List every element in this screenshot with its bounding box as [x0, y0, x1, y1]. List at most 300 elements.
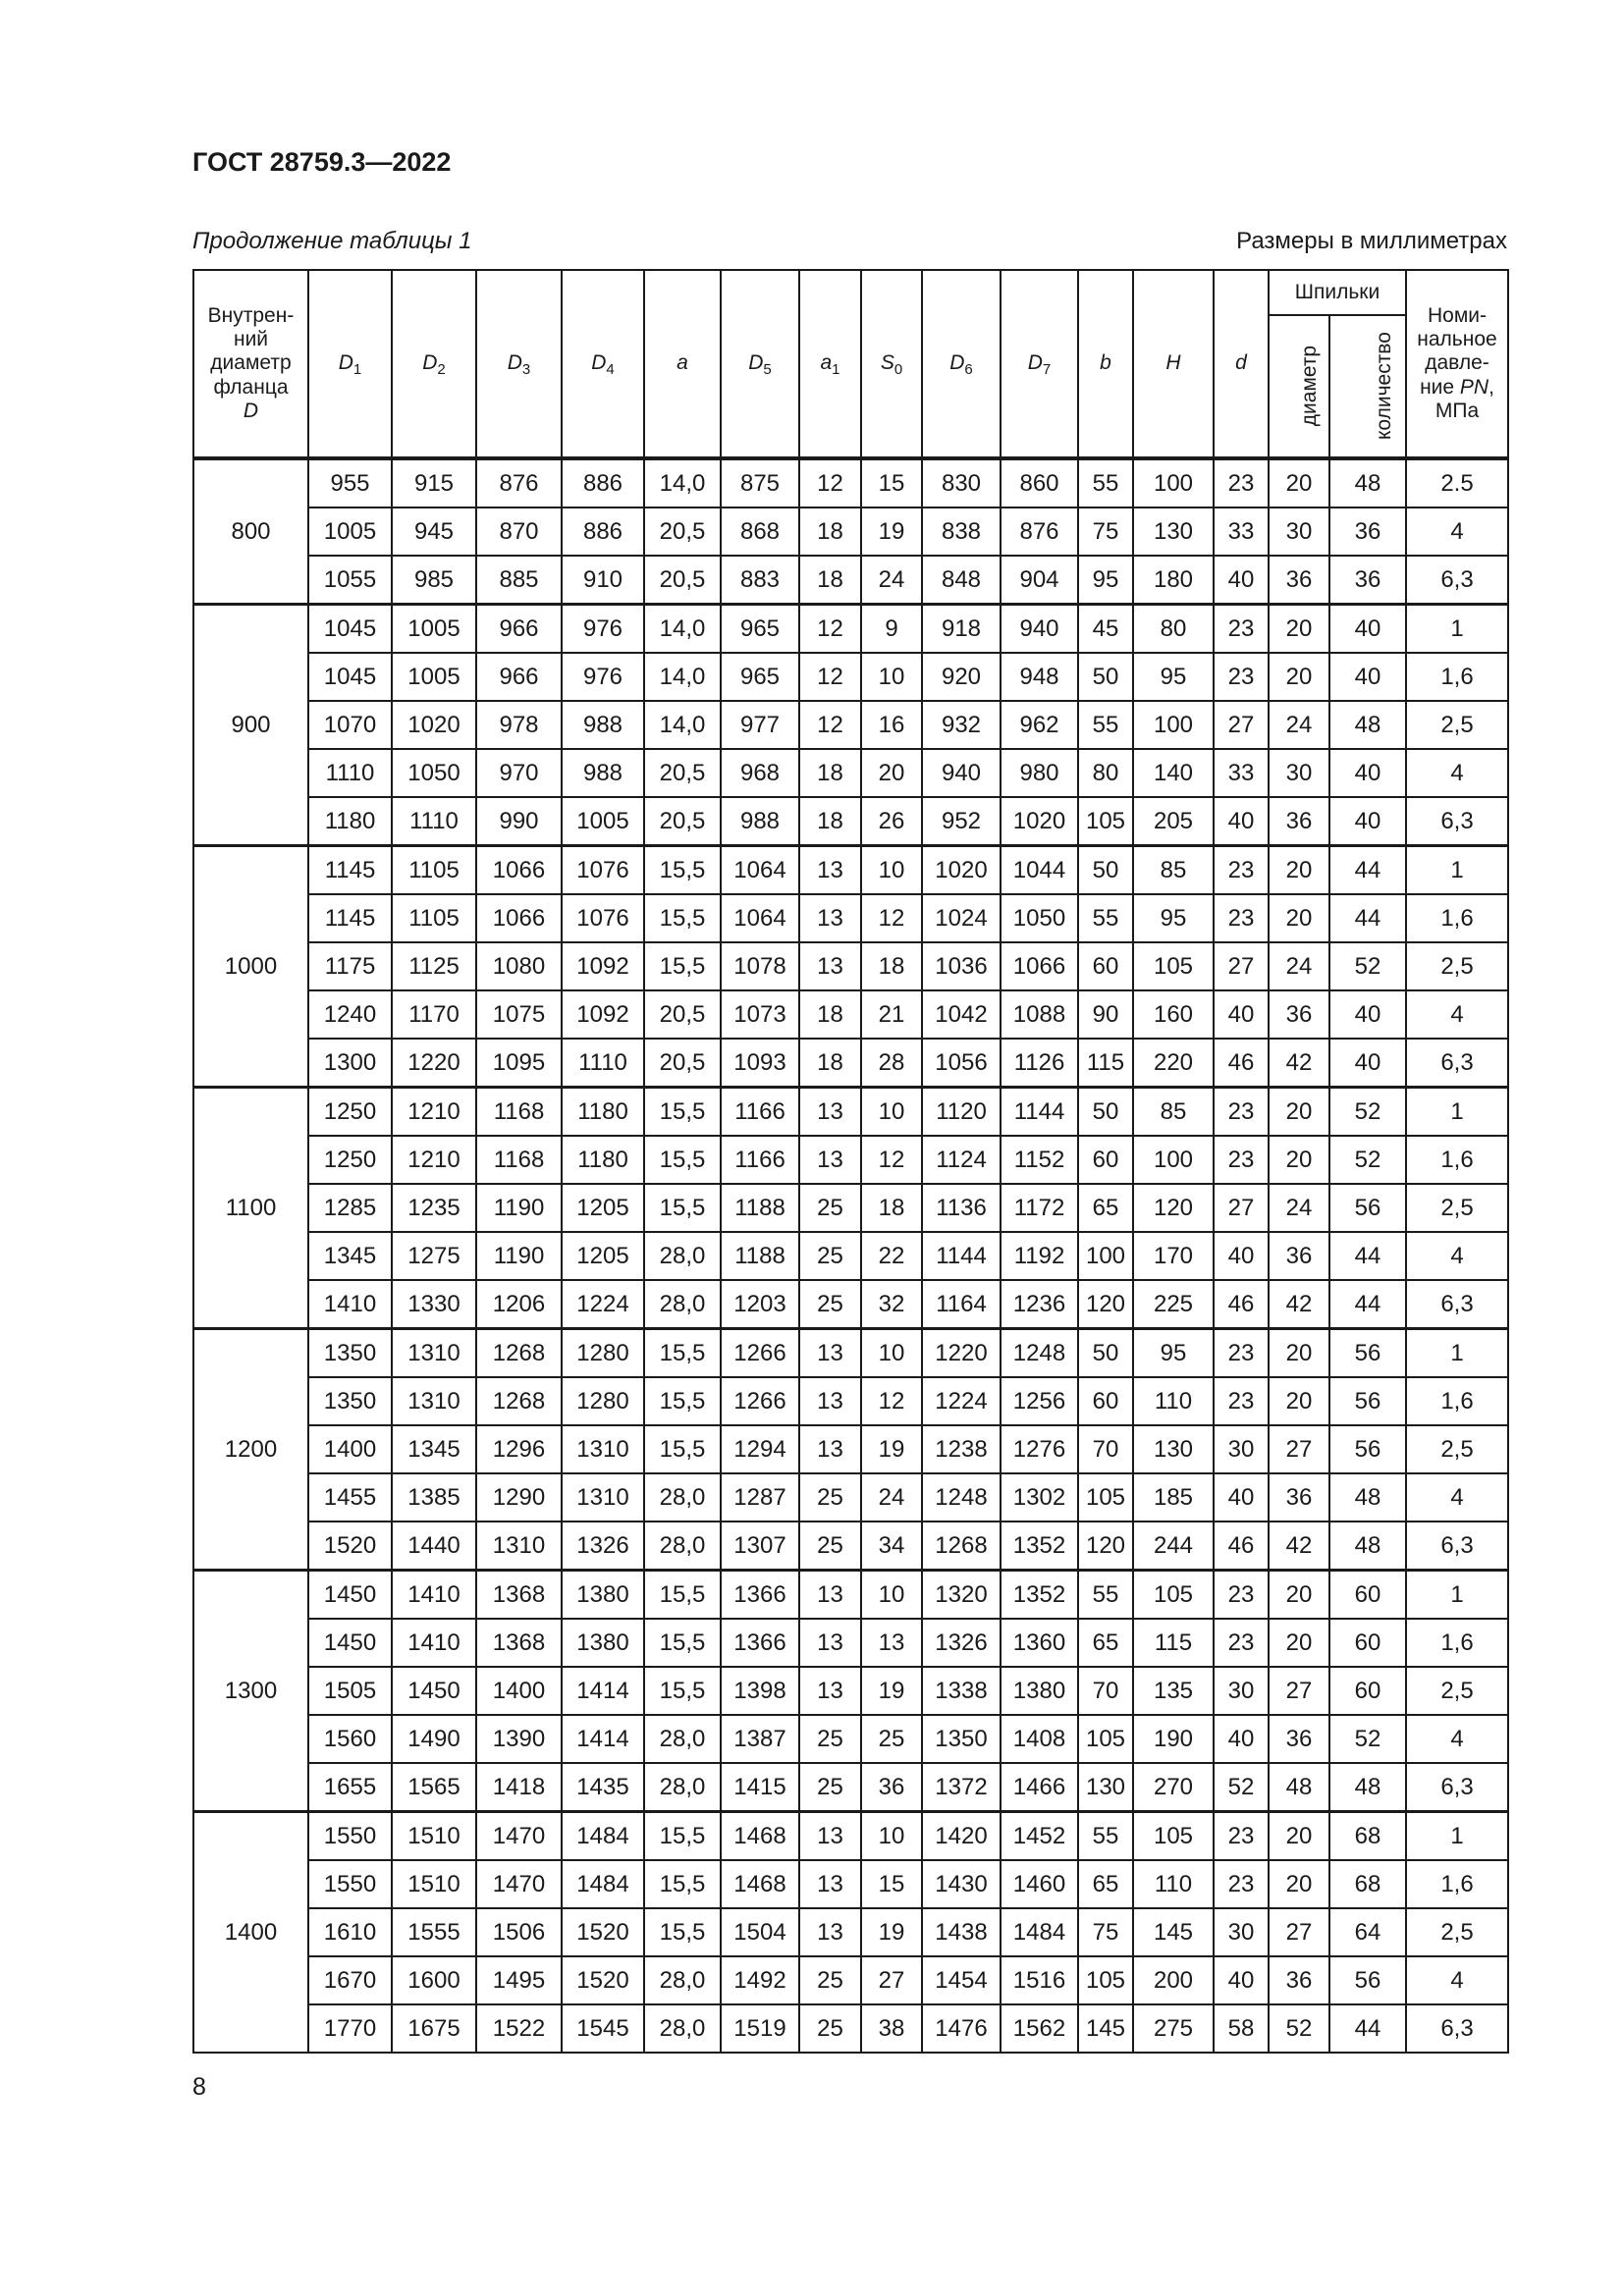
- table-cell: 1380: [562, 1571, 644, 1620]
- table-cell: 14,0: [644, 458, 721, 507]
- table-cell: 1144: [1001, 1088, 1078, 1137]
- table-row: [193, 701, 1508, 749]
- table-cell: 52: [1329, 1136, 1406, 1184]
- table-cell: 15,5: [644, 1184, 721, 1232]
- table-cell: 886: [562, 507, 644, 556]
- table-cell: 1545: [562, 2004, 644, 2053]
- table-cell: 32: [861, 1280, 922, 1329]
- table-cell: 56: [1329, 1329, 1406, 1378]
- table-cell: 970: [476, 749, 562, 797]
- table-cell: 1203: [721, 1280, 799, 1329]
- table-cell: 18: [799, 797, 861, 846]
- table-cell: 13: [799, 1377, 861, 1425]
- table-cell: 1120: [922, 1088, 1001, 1137]
- table-cell: 1310: [476, 1522, 562, 1571]
- table-cell: 13: [799, 1136, 861, 1184]
- table-cell: 56: [1329, 1377, 1406, 1425]
- col-header-D5: $D_5$: [721, 270, 799, 458]
- col-header-H: H: [1133, 270, 1214, 458]
- table-cell: 1345: [308, 1232, 392, 1280]
- col-header-d: d: [1214, 270, 1269, 458]
- flange-dimensions-table: [192, 269, 1509, 2054]
- table-cell: 25: [799, 1763, 861, 1812]
- table-cell: 36: [1269, 1956, 1329, 2004]
- table-cell: 1256: [1001, 1377, 1078, 1425]
- table-cell: 56: [1329, 1184, 1406, 1232]
- table-cell: 988: [562, 749, 644, 797]
- table-cell: 60: [1329, 1619, 1406, 1667]
- table-cell: 1302: [1001, 1473, 1078, 1522]
- table-cell: 19: [861, 1908, 922, 1956]
- table-cell: 1670: [308, 1956, 392, 2004]
- table-cell: 1168: [476, 1136, 562, 1184]
- table-cell: 13: [799, 1329, 861, 1378]
- table-cell: 1484: [562, 1860, 644, 1908]
- table-cell: 976: [562, 605, 644, 654]
- table-cell: 1045: [308, 605, 392, 654]
- table-cell: 1326: [562, 1522, 644, 1571]
- table-cell: 1210: [392, 1136, 476, 1184]
- table-cell: 18: [799, 990, 861, 1039]
- table-cell: 23: [1214, 653, 1269, 701]
- table-cell: 1380: [562, 1619, 644, 1667]
- table-cell: 1519: [721, 2004, 799, 2053]
- table-cell: 976: [562, 653, 644, 701]
- table-cell: 23: [1214, 1860, 1269, 1908]
- col-header-stud-diameter: диаметр: [1269, 315, 1329, 458]
- table-cell: 60: [1329, 1667, 1406, 1715]
- table-cell: 120: [1078, 1522, 1133, 1571]
- table-cell: 1020: [392, 701, 476, 749]
- table-cell: 23: [1214, 1571, 1269, 1620]
- table-cell: 130: [1078, 1763, 1133, 1812]
- table-cell: 965: [721, 653, 799, 701]
- table-cell: 860: [1001, 458, 1078, 507]
- table-cell: 48: [1329, 1473, 1406, 1522]
- table-cell: 44: [1329, 894, 1406, 942]
- table-cell: 1296: [476, 1425, 562, 1473]
- table-cell: 1: [1406, 1088, 1508, 1137]
- table-cell: 1310: [392, 1329, 476, 1378]
- table-cell: 1410: [392, 1619, 476, 1667]
- table-cell: 962: [1001, 701, 1078, 749]
- table-cell: 13: [861, 1619, 922, 1667]
- table-cell: 15,5: [644, 1667, 721, 1715]
- table-cell: 1238: [922, 1425, 1001, 1473]
- table-cell: 13: [799, 1425, 861, 1473]
- table-cell: 1005: [392, 653, 476, 701]
- table-cell: 1490: [392, 1715, 476, 1763]
- table-cell: 1,6: [1406, 1136, 1508, 1184]
- table-cell: 1338: [922, 1667, 1001, 1715]
- table-cell: 23: [1214, 1377, 1269, 1425]
- table-cell: 1125: [392, 942, 476, 990]
- table-cell: 1066: [476, 846, 562, 895]
- table-cell: 15,5: [644, 1908, 721, 1956]
- table-cell: 1092: [562, 990, 644, 1039]
- table-cell: 10: [861, 1571, 922, 1620]
- table-cell: 46: [1214, 1522, 1269, 1571]
- table-cell: 135: [1133, 1667, 1214, 1715]
- table-cell: 1418: [476, 1763, 562, 1812]
- table-cell: 44: [1329, 846, 1406, 895]
- table-cell: 145: [1078, 2004, 1133, 2053]
- table-row: [193, 1473, 1508, 1522]
- table-cell: 27: [1269, 1908, 1329, 1956]
- table-cell: 1360: [1001, 1619, 1078, 1667]
- table-cell: 20,5: [644, 507, 721, 556]
- table-cell: 1,6: [1406, 1377, 1508, 1425]
- table-cell: 20: [1269, 1571, 1329, 1620]
- table-cell: 1560: [308, 1715, 392, 1763]
- table-cell: 10: [861, 1812, 922, 1861]
- table-cell: 1166: [721, 1136, 799, 1184]
- table-cell: 14,0: [644, 701, 721, 749]
- table-cell: 1330: [392, 1280, 476, 1329]
- table-cell: 920: [922, 653, 1001, 701]
- table-cell: 1076: [562, 846, 644, 895]
- table-cell: 12: [799, 701, 861, 749]
- table-cell: 55: [1078, 458, 1133, 507]
- table-cell: 940: [1001, 605, 1078, 654]
- table-cell: 1455: [308, 1473, 392, 1522]
- table-cell: 28,0: [644, 1763, 721, 1812]
- table-cell: 985: [392, 556, 476, 605]
- table-cell: 85: [1133, 1088, 1214, 1137]
- table-cell: 20: [861, 749, 922, 797]
- table-row: [193, 458, 1508, 507]
- table-cell: 4: [1406, 1956, 1508, 2004]
- table-cell: 105: [1133, 1571, 1214, 1620]
- table-cell: 1380: [1001, 1667, 1078, 1715]
- table-cell: 1440: [392, 1522, 476, 1571]
- table-cell: 6,3: [1406, 1522, 1508, 1571]
- table-cell: 1268: [476, 1377, 562, 1425]
- table-cell: 1190: [476, 1232, 562, 1280]
- table-cell: 40: [1214, 556, 1269, 605]
- table-row: [193, 1619, 1508, 1667]
- table-cell: 1287: [721, 1473, 799, 1522]
- table-cell: 1408: [1001, 1715, 1078, 1763]
- table-cell: 1414: [562, 1715, 644, 1763]
- table-cell: 1562: [1001, 2004, 1078, 2053]
- table-cell: 1: [1406, 1329, 1508, 1378]
- table-cell: 876: [476, 458, 562, 507]
- col-header-D1: $D_1$: [308, 270, 392, 458]
- table-cell: 965: [721, 605, 799, 654]
- table-cell: 1064: [721, 894, 799, 942]
- table-row: [193, 1956, 1508, 2004]
- table-cell: 1024: [922, 894, 1001, 942]
- table-cell: 1188: [721, 1232, 799, 1280]
- table-cell: 40: [1214, 990, 1269, 1039]
- table-cell: 20: [1269, 458, 1329, 507]
- table-cell: 1310: [392, 1377, 476, 1425]
- table-cell: 27: [1269, 1425, 1329, 1473]
- table-cell: 1064: [721, 846, 799, 895]
- table-cell: 60: [1078, 1377, 1133, 1425]
- table-row: [193, 605, 1508, 654]
- table-body: [193, 458, 1508, 2053]
- table-cell: 966: [476, 653, 562, 701]
- table-cell: 1307: [721, 1522, 799, 1571]
- table-cell: 1192: [1001, 1232, 1078, 1280]
- table-cell: 15: [861, 1860, 922, 1908]
- table-cell: 36: [1329, 556, 1406, 605]
- table-cell: 95: [1133, 894, 1214, 942]
- table-cell: 13: [799, 894, 861, 942]
- table-cell: 28,0: [644, 1956, 721, 2004]
- table-cell: 48: [1269, 1763, 1329, 1812]
- table-cell: 13: [799, 1667, 861, 1715]
- table-cell: 244: [1133, 1522, 1214, 1571]
- table-cell: 65: [1078, 1184, 1133, 1232]
- table-cell: 968: [721, 749, 799, 797]
- table-cell: 15,5: [644, 1377, 721, 1425]
- table-cell: 28: [861, 1039, 922, 1088]
- table-cell: 115: [1078, 1039, 1133, 1088]
- table-cell: 1036: [922, 942, 1001, 990]
- table-cell: 60: [1329, 1571, 1406, 1620]
- table-cell: 110: [1133, 1377, 1214, 1425]
- table-cell: 105: [1078, 1956, 1133, 2004]
- table-cell: 1450: [308, 1571, 392, 1620]
- units-note: Размеры в миллиметрах: [1236, 228, 1507, 254]
- table-cell: 36: [861, 1763, 922, 1812]
- table-cell: 110: [1133, 1860, 1214, 1908]
- table-row: [193, 1088, 1508, 1137]
- table-cell: 1410: [308, 1280, 392, 1329]
- table-cell: 6,3: [1406, 1763, 1508, 1812]
- table-cell: 988: [562, 701, 644, 749]
- table-cell: 105: [1133, 1812, 1214, 1861]
- table-cell: 190: [1133, 1715, 1214, 1763]
- table-cell: 1414: [562, 1667, 644, 1715]
- table-cell: 23: [1214, 894, 1269, 942]
- table-cell: 18: [799, 507, 861, 556]
- table-cell: 40: [1329, 990, 1406, 1039]
- table-cell: 13: [799, 1860, 861, 1908]
- table-cell: 52: [1329, 1715, 1406, 1763]
- table-cell: 19: [861, 1425, 922, 1473]
- table-cell: 1110: [392, 797, 476, 846]
- table-cell: 1206: [476, 1280, 562, 1329]
- table-cell: 130: [1133, 1425, 1214, 1473]
- table-cell: 95: [1133, 653, 1214, 701]
- table-cell: 52: [1329, 1088, 1406, 1137]
- table-row: [193, 1522, 1508, 1571]
- table-cell: 1220: [392, 1039, 476, 1088]
- table-cell: 100: [1133, 1136, 1214, 1184]
- table-cell: 1110: [562, 1039, 644, 1088]
- table-cell: 24: [1269, 942, 1329, 990]
- table-cell: 1: [1406, 846, 1508, 895]
- table-cell: 12: [861, 894, 922, 942]
- table-cell: 1088: [1001, 990, 1078, 1039]
- table-cell: 48: [1329, 1522, 1406, 1571]
- table-cell: 1492: [721, 1956, 799, 2004]
- table-cell: 1: [1406, 1571, 1508, 1620]
- table-cell: 1250: [308, 1136, 392, 1184]
- col-header-b: b: [1078, 270, 1133, 458]
- table-cell: 4: [1406, 990, 1508, 1039]
- table-cell: 20,5: [644, 797, 721, 846]
- table-cell: 25: [799, 2004, 861, 2053]
- table-cell: 85: [1133, 846, 1214, 895]
- table-cell: 20: [1269, 605, 1329, 654]
- table-cell: 28,0: [644, 1473, 721, 1522]
- table-cell: 50: [1078, 1088, 1133, 1137]
- table-cell: 6,3: [1406, 1280, 1508, 1329]
- table-cell: 58: [1214, 2004, 1269, 2053]
- table-cell: 885: [476, 556, 562, 605]
- table-cell: 10: [861, 653, 922, 701]
- table-cell: 50: [1078, 1329, 1133, 1378]
- table-cell: 80: [1078, 749, 1133, 797]
- table-row: [193, 1136, 1508, 1184]
- table-cell: 42: [1269, 1039, 1329, 1088]
- table-cell: 40: [1329, 605, 1406, 654]
- table-cell: 20: [1269, 1136, 1329, 1184]
- table-cell: 2,5: [1406, 1184, 1508, 1232]
- table-cell: 12: [861, 1136, 922, 1184]
- table-cell: 27: [1269, 1667, 1329, 1715]
- table-cell: 1145: [308, 894, 392, 942]
- table-cell: 44: [1329, 1232, 1406, 1280]
- table-row: [193, 1377, 1508, 1425]
- table-cell: 20,5: [644, 749, 721, 797]
- table-cell: 24: [1269, 701, 1329, 749]
- table-cell: 18: [799, 749, 861, 797]
- table-cell: 1152: [1001, 1136, 1078, 1184]
- col-header-stud-count: количество: [1329, 315, 1406, 458]
- table-cell: 23: [1214, 846, 1269, 895]
- table-cell: 20: [1269, 1860, 1329, 1908]
- table-cell: 1136: [922, 1184, 1001, 1232]
- col-header-D3: $D_3$: [476, 270, 562, 458]
- table-cell: 2,5: [1406, 942, 1508, 990]
- table-cell: 19: [861, 507, 922, 556]
- table-cell: 20: [1269, 1377, 1329, 1425]
- table-cell: 1240: [308, 990, 392, 1039]
- table-cell: 1066: [1001, 942, 1078, 990]
- col-header-D2: $D_2$: [392, 270, 476, 458]
- table-cell: 1042: [922, 990, 1001, 1039]
- table-cell: 1398: [721, 1667, 799, 1715]
- table-cell: 1166: [721, 1088, 799, 1137]
- table-cell: 1476: [922, 2004, 1001, 2053]
- table-cell: 120: [1133, 1184, 1214, 1232]
- table-cell: 30: [1214, 1667, 1269, 1715]
- table-cell: 23: [1214, 1812, 1269, 1861]
- table-cell: 918: [922, 605, 1001, 654]
- table-cell: 1506: [476, 1908, 562, 1956]
- table-cell: 13: [799, 1088, 861, 1137]
- table-cell: 40: [1214, 1473, 1269, 1522]
- table-cell: 1,6: [1406, 653, 1508, 701]
- table-row: [193, 1812, 1508, 1861]
- table-cell: 1,6: [1406, 1860, 1508, 1908]
- table-row: [193, 894, 1508, 942]
- table-cell: 1450: [308, 1619, 392, 1667]
- table-cell: 18: [799, 556, 861, 605]
- col-header-D4: $D_4$: [562, 270, 644, 458]
- table-cell: 1350: [308, 1377, 392, 1425]
- table-cell: 1366: [721, 1571, 799, 1620]
- table-cell: 1504: [721, 1908, 799, 1956]
- inner-diameter-cell: 800: [193, 458, 308, 605]
- table-cell: 1366: [721, 1619, 799, 1667]
- table-cell: 40: [1214, 1715, 1269, 1763]
- table-cell: 115: [1133, 1619, 1214, 1667]
- table-cell: 38: [861, 2004, 922, 2053]
- table-cell: 1495: [476, 1956, 562, 2004]
- table-cell: 15,5: [644, 1088, 721, 1137]
- table-cell: 27: [861, 1956, 922, 2004]
- table-cell: 988: [721, 797, 799, 846]
- col-header-D6: $D_6$: [922, 270, 1001, 458]
- table-cell: 904: [1001, 556, 1078, 605]
- table-cell: 1430: [922, 1860, 1001, 1908]
- table-cell: 26: [861, 797, 922, 846]
- table-cell: 105: [1078, 1473, 1133, 1522]
- table-cell: 1045: [308, 653, 392, 701]
- table-cell: 1510: [392, 1860, 476, 1908]
- table-cell: 15,5: [644, 1812, 721, 1861]
- table-cell: 185: [1133, 1473, 1214, 1522]
- table-cell: 13: [799, 1571, 861, 1620]
- table-cell: 1210: [392, 1088, 476, 1137]
- table-cell: 886: [562, 458, 644, 507]
- table-cell: 952: [922, 797, 1001, 846]
- table-cell: 25: [799, 1232, 861, 1280]
- table-cell: 23: [1214, 1619, 1269, 1667]
- table-row: [193, 1039, 1508, 1088]
- table-cell: 1050: [1001, 894, 1078, 942]
- table-cell: 1180: [562, 1136, 644, 1184]
- table-cell: 1205: [562, 1232, 644, 1280]
- table-cell: 4: [1406, 749, 1508, 797]
- table-row: [193, 1667, 1508, 1715]
- table-cell: 52: [1214, 1763, 1269, 1812]
- table-cell: 23: [1214, 1136, 1269, 1184]
- table-cell: 1565: [392, 1763, 476, 1812]
- table-row: [193, 2004, 1508, 2053]
- table-cell: 24: [861, 556, 922, 605]
- table-cell: 33: [1214, 507, 1269, 556]
- table-cell: 12: [861, 1377, 922, 1425]
- table-cell: 1468: [721, 1812, 799, 1861]
- table-cell: 1126: [1001, 1039, 1078, 1088]
- table-cell: 55: [1078, 1571, 1133, 1620]
- inner-diameter-cell: 900: [193, 605, 308, 846]
- table-cell: 1248: [922, 1473, 1001, 1522]
- col-header-nominal-pressure: Номи- нальное давле- ние PN, МПа: [1406, 270, 1508, 458]
- table-cell: 1268: [922, 1522, 1001, 1571]
- table-cell: 13: [799, 942, 861, 990]
- table-cell: 25: [799, 1280, 861, 1329]
- table-cell: 40: [1214, 1956, 1269, 2004]
- table-cell: 160: [1133, 990, 1214, 1039]
- table-cell: 1345: [392, 1425, 476, 1473]
- col-header-a: a: [644, 270, 721, 458]
- table-cell: 44: [1329, 2004, 1406, 2053]
- table-cell: 1285: [308, 1184, 392, 1232]
- table-cell: 15,5: [644, 1425, 721, 1473]
- table-cell: 1144: [922, 1232, 1001, 1280]
- table-cell: 2,5: [1406, 1667, 1508, 1715]
- table-cell: 940: [922, 749, 1001, 797]
